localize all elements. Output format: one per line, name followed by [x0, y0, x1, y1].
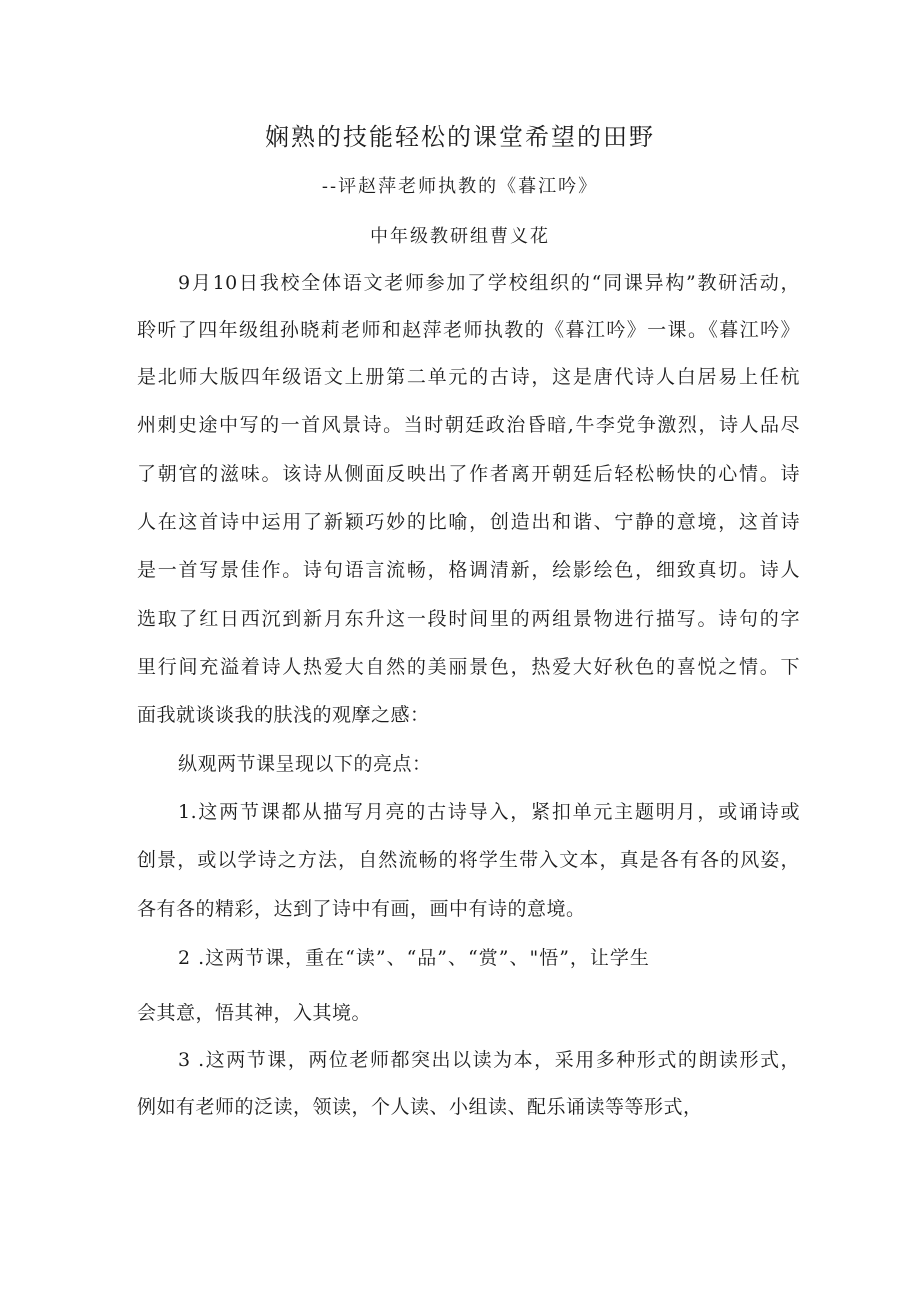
paragraph-line: 3 .这两节课，两位老师都突出以读为本，采用多种形式的朗读形式， — [178, 1049, 800, 1071]
paragraph-line: 各有各的精彩，达到了诗中有画，画中有诗的意境。 — [137, 898, 586, 920]
document-author: 中年级教研组曹义花 — [370, 226, 550, 247]
paragraph-line: 2 .这两节课，重在“读”、“品”、“赏”、"悟”，让学生 — [178, 947, 650, 969]
paragraph-line: 1.这两节课都从描写月亮的古诗导入，紧扣单元主题明月，或诵诗或 — [178, 801, 800, 823]
paragraph-line: 9月10日我校全体语文老师参加了学校组织的“同课异构”教研活动， — [178, 272, 800, 294]
paragraph-line: 人在这首诗中运用了新颖巧妙的比喻，创造出和谐、宁静的意境，这首诗 — [137, 511, 800, 533]
paragraph-line: 是北师大版四年级语文上册第二单元的古诗，这是唐代诗人白居易上任杭 — [137, 366, 800, 388]
document-title: 娴熟的技能轻松的课堂希望的田野 — [265, 123, 655, 151]
paragraph-line: 例如有老师的泛读，领读，个人读、小组读、配乐诵读等等形式， — [137, 1096, 703, 1118]
paragraph-line: 是一首写景佳作。诗句语言流畅，格调清新，绘影绘色，细致真切。诗人 — [137, 559, 800, 581]
paragraph-line: 州刺史途中写的一首风景诗。当时朝廷政治昏暗,牛李党争激烈，诗人品尽 — [137, 414, 800, 436]
paragraph-line: 会其意，悟其神，入其境。 — [137, 1002, 372, 1024]
paragraph-line: 面我就谈谈我的肤浅的观摩之感： — [137, 704, 430, 726]
paragraph-line: 纵观两节课呈现以下的亮点： — [178, 753, 432, 775]
paragraph-line: 选取了红日西沉到新月东升这一段时间里的两组景物进行描写。诗句的字 — [137, 608, 800, 630]
paragraph-line: 聆听了四年级组孙晓莉老师和赵萍老师执教的《暮江吟》一课。《暮江吟》 — [137, 319, 800, 341]
paragraph-line: 了朝官的滋味。该诗从侧面反映出了作者离开朝廷后轻松畅快的心情。诗 — [137, 463, 800, 485]
paragraph-line: 创景，或以学诗之方法，自然流畅的将学生带入文本，真是各有各的风姿， — [137, 849, 800, 871]
document-subtitle: --评赵萍老师执教的《暮江吟》 — [321, 176, 599, 197]
paragraph-line: 里行间充溢着诗人热爱大自然的美丽景色，热爱大好秋色的喜悦之情。下 — [137, 656, 800, 678]
